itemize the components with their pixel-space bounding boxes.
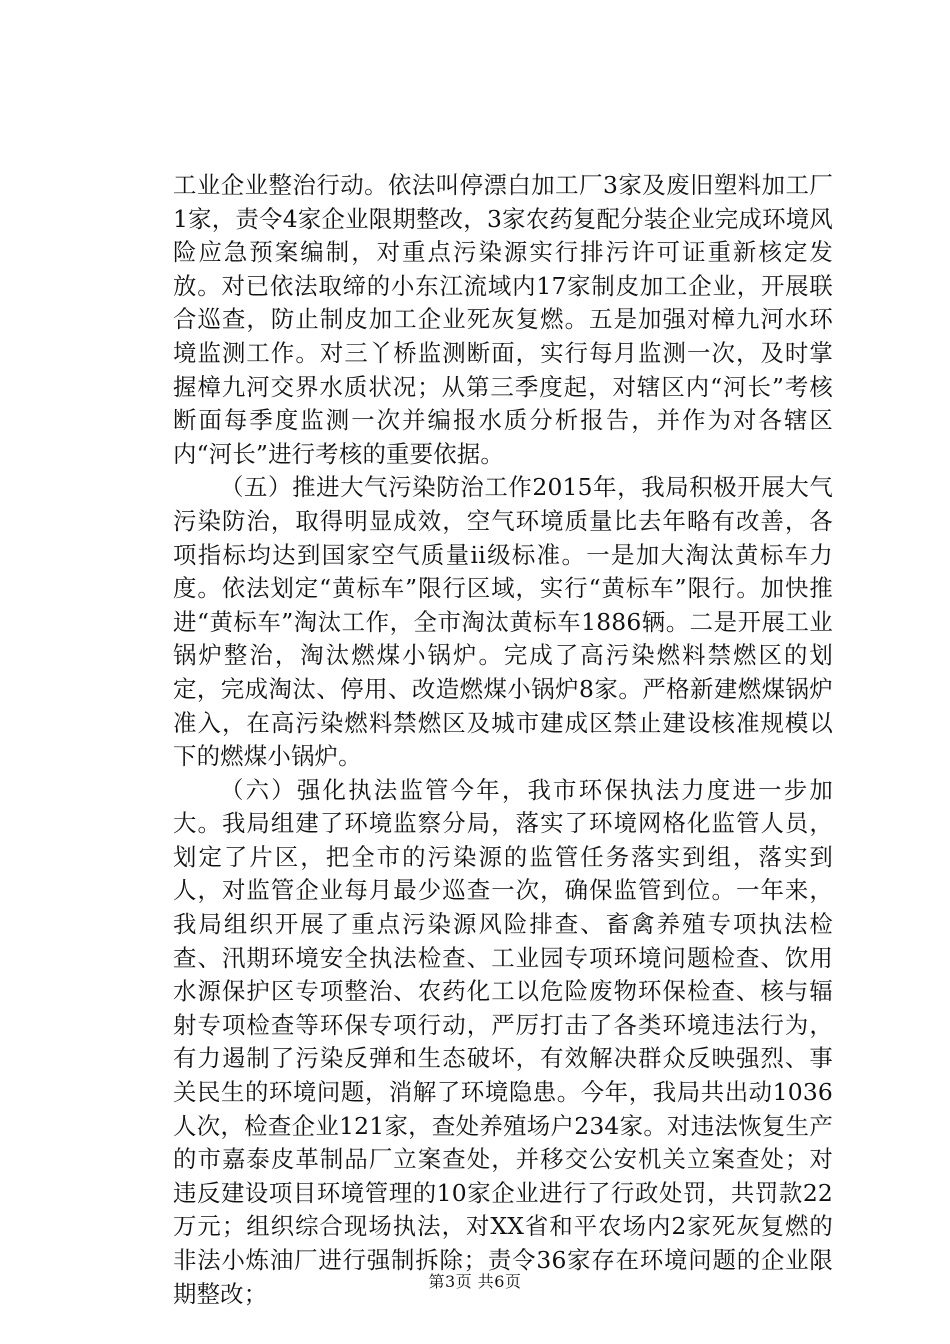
paragraph-air-pollution: （五）推进大气污染防治工作2015年，我局积极开展大气污染防治，取得明显成效，空气环境质量比去年略有改善，各项指标均达到国家空气质量ii级标准。一是加大淘汰黄标车力度。依法划定“黄标车”限行区域，实行“黄标车”限行。加快推进“黄标车”淘汰工作，全市淘汰黄标车1886辆。二是开展工业锅炉整治，淘汰燃煤小锅炉。完成了高污染燃料禁燃区的划定，完成淘汰、停用、改造燃煤小锅炉8家。严格新建燃煤锅炉准入，在高污染燃料禁燃区及城市建成区禁止建设核准规模以下的燃煤小锅炉。 [173, 473, 833, 771]
document-body [173, 169, 833, 1311]
paragraph-enforcement: （六）强化执法监管今年，我市环保执法力度进一步加大。我局组建了环境监察分局，落实了环境网格化监管人员，划定了片区，把全市的污染源的监管任务落实到组，落实到人，对监管企业每月最少巡查一次，确保监管到位。一年来，我局组织开展了重点污染源风险排查、畜禽养殖专项执法检查、汛期环境安全执法检查、工业园专项环境问题检查、饮用水源保护区专项整治、农药化工以危险废物环保检查、核与辐射专项检查等环保专项行动，严厉打击了各类环境违法行为，有力遏制了污染反弹和生态破坏，有效解决群众反映强烈、事关民生的环境问题，消解了环境隐患。今年，我局共出动1036人次，检查企业121家，查处养殖场户234家。对违法恢复生产的市嘉泰皮革制品厂立案查处，并移交公安机关立案查处；对违反建设项目环境管理的10家企业进行了行政处罚，共罚款22万元；组织综合现场执法，对XX省和平农场内2家死灰复燃的非法小炼油厂进行强制拆除；责令36家存在环境问题的企业限期整改； [173, 775, 833, 1308]
page-number-footer: 第3页 共6页 [428, 1272, 522, 1291]
paragraph-continued: 工业企业整治行动。依法叫停漂白加工厂3家及废旧塑料加工厂1家，责令4家企业限期整改，3家农药复配分装企业完成环境风险应急预案编制，对重点污染源实行排污许可证重新核定发放。对已依法取缔的小东江流域内17家制皮加工企业，开展联合巡查，防止制皮加工企业死灰复燃。五是加强对樟九河水环境监测工作。对三丫桥监测断面，实行每月监测一次，及时掌握樟九河交界水质状况；从第三季度起，对辖区内“河长”考核断面每季度监测一次并编报水质分析报告，并作为对各辖区内“河长”进行考核的重要依据。 [173, 171, 833, 468]
